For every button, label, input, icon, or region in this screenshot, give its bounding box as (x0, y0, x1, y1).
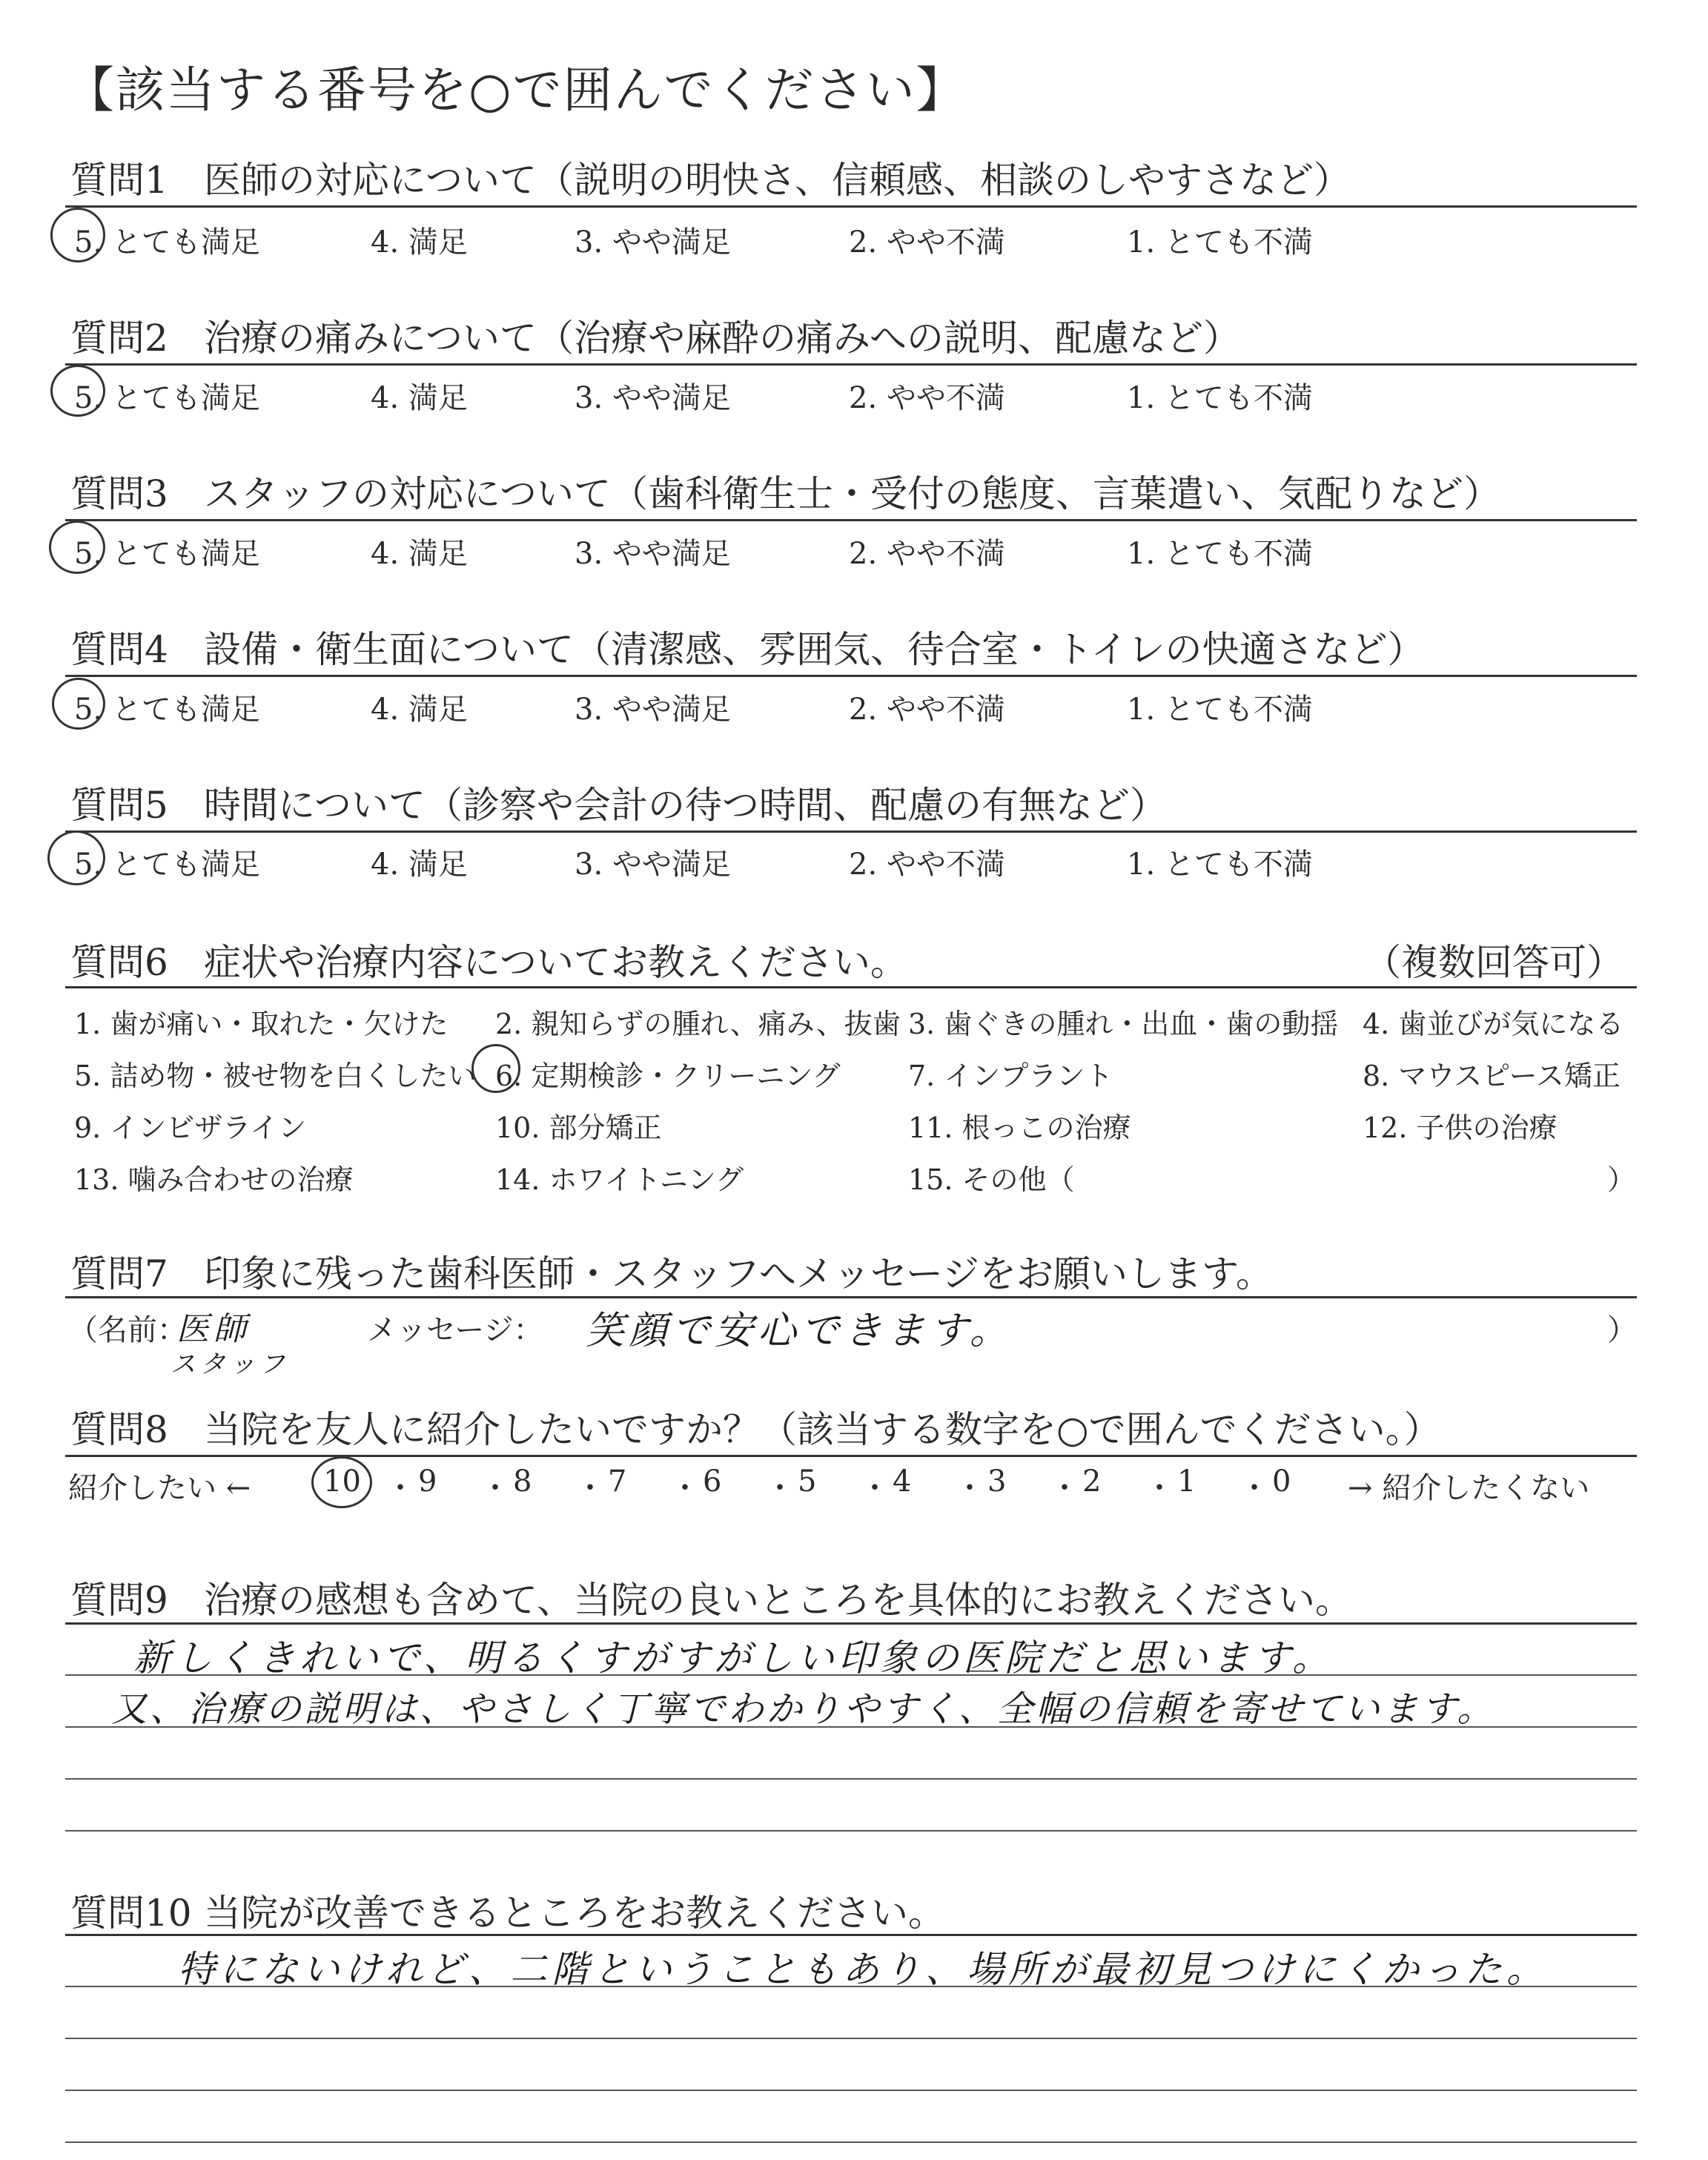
q5-opt-4[interactable]: 4. 満足 (371, 848, 468, 882)
q4-text: 設備・衛生面について（清潔感、雰囲気、待合室・トイレの快適さなど） (204, 628, 1425, 671)
q8-rule (65, 1455, 1637, 1457)
q4-opt-2[interactable]: 2. やや不満 (849, 693, 1005, 727)
q5-opt-2[interactable]: 2. やや不満 (849, 848, 1005, 882)
q8-right-label: → 紹介したくない (1348, 1471, 1590, 1505)
q3-text: スタッフの対応について（歯科衛生士・受付の態度、言葉遣い、気配りなど） (204, 472, 1500, 515)
q8-scale-separator: ・ (1145, 1471, 1174, 1505)
q8-scale-value[interactable]: 2 (1082, 1464, 1102, 1499)
q6-label: 質問6 (70, 941, 168, 984)
q3-opt-1[interactable]: 1. とても不満 (1127, 537, 1313, 571)
q8-scale-value[interactable]: 4 (893, 1464, 912, 1499)
q8-scale-value[interactable]: 7 (608, 1464, 627, 1499)
q2-rule (65, 363, 1637, 366)
q5-opt-1[interactable]: 1. とても不満 (1127, 848, 1313, 882)
q7-close-paren: ） (1607, 1313, 1637, 1347)
q6-opt-5[interactable]: 5. 詰め物・被せ物を白くしたい (74, 1060, 477, 1092)
q4-opt-1[interactable]: 1. とても不満 (1127, 693, 1313, 727)
q8-scale-separator: ・ (860, 1471, 890, 1505)
q10-writing-line-4 (65, 2141, 1637, 2143)
q8-scale-separator: ・ (670, 1471, 700, 1505)
q7-label: 質問7 (70, 1252, 168, 1295)
q6-opt-15-close: ） (1607, 1163, 1636, 1196)
q6-opt-11[interactable]: 11. 根っこの治療 (908, 1112, 1131, 1144)
q5-label: 質問5 (70, 784, 168, 827)
q8-scale-value[interactable]: 6 (703, 1464, 722, 1499)
q2-selected-circle (50, 365, 105, 417)
q8-text: 当院を友人に紹介したいですか？（該当する数字を○で囲んでください。） (204, 1408, 1441, 1451)
q10-rule (65, 1934, 1637, 1936)
q7-name-value-1[interactable]: 医師 (176, 1310, 251, 1348)
q7-message-label: メッセージ： (367, 1313, 543, 1347)
q6-opt-7[interactable]: 7. インプラント (908, 1060, 1113, 1092)
q1-opt-2[interactable]: 2. やや不満 (849, 225, 1005, 260)
q6-opt-10[interactable]: 10. 部分矯正 (495, 1112, 662, 1144)
q5-opt-3[interactable]: 3. やや満足 (575, 848, 731, 882)
q8-scale-value[interactable]: 1 (1177, 1464, 1196, 1499)
q2-label: 質問2 (70, 317, 168, 360)
q8-scale-separator: ・ (1239, 1471, 1269, 1505)
q8-label: 質問8 (70, 1408, 168, 1451)
q10-writing-line-2 (65, 2038, 1637, 2039)
q6-opt-9[interactable]: 9. インビザライン (74, 1112, 307, 1144)
q6-opt-13[interactable]: 13. 噛み合わせの治療 (74, 1163, 354, 1196)
q8-scale-value[interactable]: 8 (513, 1464, 532, 1499)
q3-rule (65, 519, 1637, 521)
q6-opt-15[interactable]: 15. その他（ (908, 1163, 1075, 1196)
q6-rule (65, 986, 1637, 988)
q10-label: 質問10 (70, 1892, 192, 1935)
q8-scale-value[interactable]: 9 (418, 1464, 437, 1499)
q9-rule (65, 1622, 1637, 1625)
q6-opt-1[interactable]: 1. 歯が痛い・取れた・欠けた (74, 1008, 448, 1040)
q8-scale-separator: ・ (385, 1471, 415, 1505)
q8-scale-separator: ・ (480, 1471, 510, 1505)
q1-opt-3[interactable]: 3. やや満足 (575, 225, 731, 260)
q8-scale-value[interactable]: 10 (323, 1464, 361, 1499)
q5-selected-circle (47, 830, 105, 885)
q5-opt-5[interactable]: 5. とても満足 (74, 848, 260, 882)
q10-writing-line-3 (65, 2090, 1637, 2091)
q4-label: 質問4 (70, 628, 168, 671)
q3-opt-5[interactable]: 5. とても満足 (74, 537, 260, 571)
q8-scale-value[interactable]: 3 (987, 1464, 1007, 1499)
q4-opt-3[interactable]: 3. やや満足 (575, 693, 731, 727)
q8-scale-separator: ・ (955, 1471, 984, 1505)
q2-opt-4[interactable]: 4. 満足 (371, 381, 468, 415)
q3-selected-circle (49, 521, 105, 574)
q9-text: 治療の感想も含めて、当院の良いところを具体的にお教えください。 (204, 1579, 1352, 1622)
q9-answer-line-2[interactable]: 又、治療の説明は、やさしく丁寧でわかりやすく、全幅の信頼を寄せています。 (111, 1688, 1496, 1730)
q2-text: 治療の痛みについて（治療や麻酔の痛みへの説明、配慮など） (204, 317, 1240, 360)
q10-text: 当院が改善できるところをお教えください。 (204, 1892, 945, 1935)
q2-opt-1[interactable]: 1. とても不満 (1127, 381, 1313, 415)
q6-note: （複数回答可） (1364, 941, 1623, 984)
q5-text: 時間について（診察や会計の待つ時間、配慮の有無など） (204, 784, 1167, 827)
q6-opt-3[interactable]: 3. 歯ぐきの腫れ・出血・歯の動揺 (908, 1008, 1339, 1040)
q1-selected-circle (50, 208, 105, 262)
q3-opt-3[interactable]: 3. やや満足 (575, 537, 731, 571)
q2-opt-2[interactable]: 2. やや不満 (849, 381, 1005, 415)
q6-opt-2[interactable]: 2. 親知らずの腫れ、痛み、抜歯 (495, 1008, 901, 1040)
page-title: 【該当する番号を○で囲んでください】 (65, 62, 967, 119)
q6-opt-14[interactable]: 14. ホワイトニング (495, 1163, 744, 1196)
q9-writing-line-4 (65, 1830, 1637, 1832)
q8-scale-separator: ・ (1050, 1471, 1079, 1505)
q6-opt-8[interactable]: 8. マウスピース矯正 (1363, 1060, 1621, 1092)
q6-text: 症状や治療内容についてお教えください。 (204, 941, 907, 984)
q1-text: 医師の対応について（説明の明快さ、信頼感、相談のしやすさなど） (204, 159, 1351, 202)
q3-opt-4[interactable]: 4. 満足 (371, 537, 468, 571)
q1-rule (65, 205, 1637, 208)
q10-answer-line-1[interactable]: 特にないけれど、二階ということもあり、場所が最初見つけにくかった。 (178, 1948, 1548, 1991)
q6-opt-4[interactable]: 4. 歯並びが気になる (1363, 1008, 1624, 1040)
q6-opt-12[interactable]: 12. 子供の治療 (1363, 1112, 1558, 1144)
q4-opt-4[interactable]: 4. 満足 (371, 693, 468, 727)
q8-scale-separator: ・ (765, 1471, 795, 1505)
q4-selected-circle (52, 678, 105, 730)
q7-name-label: （名前： (68, 1313, 187, 1347)
q3-label: 質問3 (70, 472, 168, 515)
q8-scale-value[interactable]: 0 (1272, 1464, 1291, 1499)
q3-opt-2[interactable]: 2. やや不満 (849, 537, 1005, 571)
q7-text: 印象に残った歯科医師・スタッフへメッセージをお願いします。 (204, 1252, 1273, 1295)
q5-rule (65, 830, 1637, 833)
q8-scale-separator: ・ (575, 1471, 605, 1505)
q4-rule (65, 675, 1637, 677)
q9-writing-line-3 (65, 1778, 1637, 1780)
q1-opt-1[interactable]: 1. とても不満 (1127, 225, 1313, 260)
q1-opt-5[interactable]: 5. とても満足 (74, 225, 260, 260)
q7-rule (65, 1296, 1637, 1298)
q8-scale-value[interactable]: 5 (798, 1464, 817, 1499)
q8-left-label: 紹介したい ← (68, 1471, 251, 1505)
q1-label: 質問1 (70, 159, 168, 202)
q1-opt-4[interactable]: 4. 満足 (371, 225, 468, 260)
q4-opt-5[interactable]: 5. とても満足 (74, 693, 260, 727)
q9-answer-line-1[interactable]: 新しくきれいで、明るくすがすがしい印象の医院だと思います。 (133, 1636, 1334, 1680)
q6-opt-6[interactable]: 6. 定期検診・クリーニング (495, 1060, 841, 1092)
q9-label: 質問9 (70, 1579, 168, 1622)
q2-opt-5[interactable]: 5. とても満足 (74, 381, 260, 415)
q8-selected-circle (311, 1456, 372, 1508)
q7-message-value[interactable]: 笑顔で安心できます。 (586, 1309, 1013, 1353)
q6-selected-circle (471, 1044, 520, 1093)
q2-opt-3[interactable]: 3. やや満足 (575, 381, 731, 415)
q7-name-value-2[interactable]: スタッフ (171, 1350, 289, 1379)
